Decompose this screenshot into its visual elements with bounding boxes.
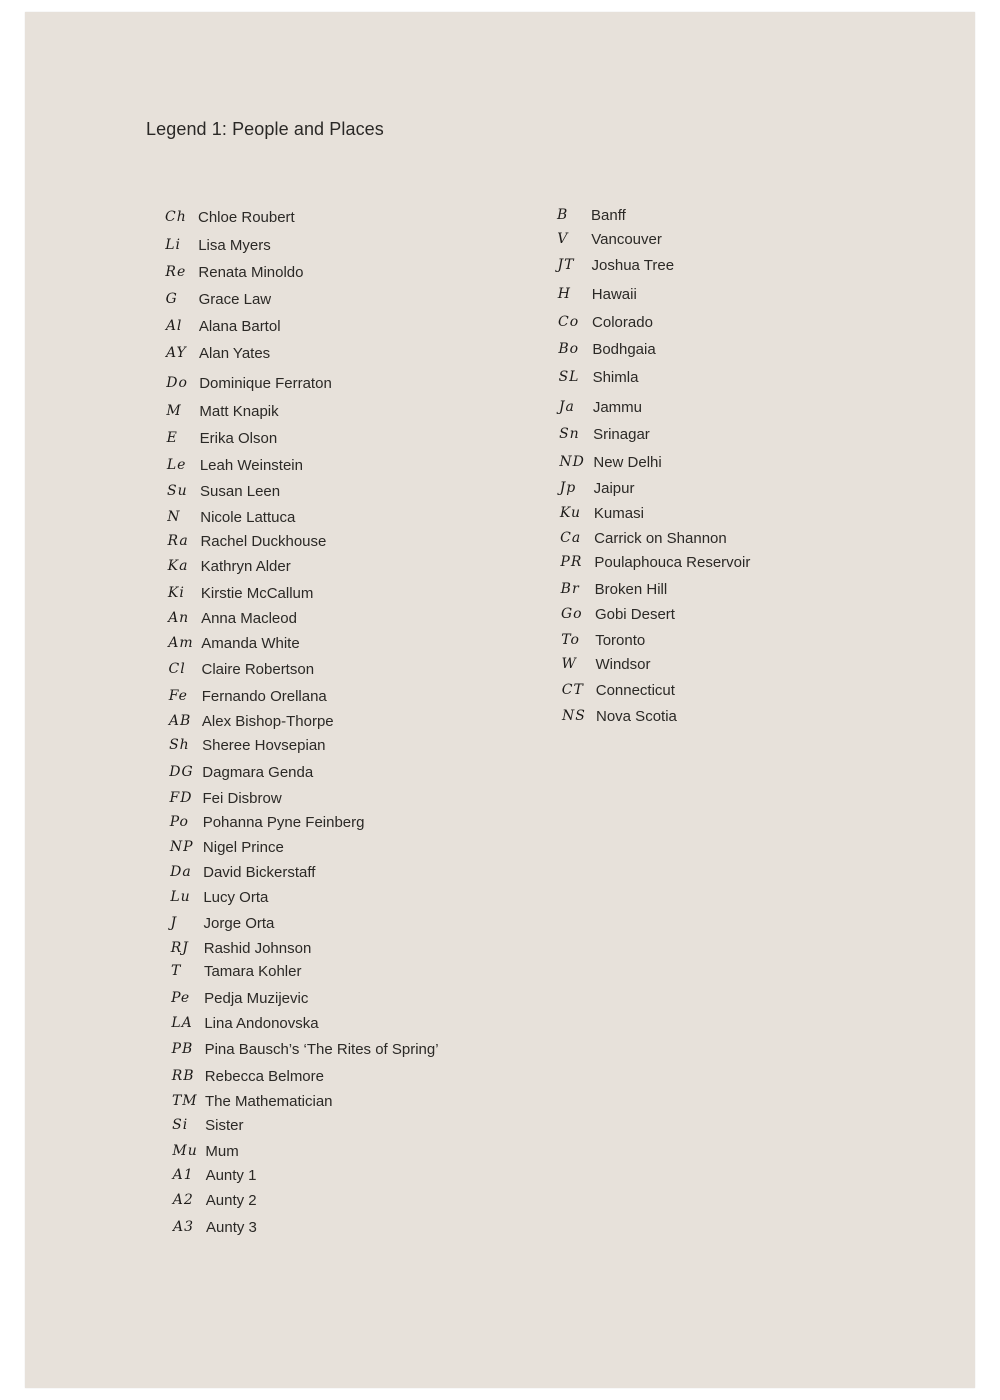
legend-code: H [557,286,571,302]
person-name: Sister [205,1117,244,1134]
person-name: Tamara Kohler [203,963,302,980]
person-name: Sheree Hovsepian [202,737,326,754]
person-name: Matt Knapik [199,403,279,420]
person-name: Aunty 3 [206,1219,257,1236]
legend-code: An [168,610,190,626]
legend-code: DG [169,764,194,780]
person-name: Aunty 2 [205,1192,257,1209]
legend-code: LA [171,1015,193,1031]
place-name: Jammu [592,399,643,416]
person-name: Pohanna Pyne Feinberg [202,814,365,831]
place-name: Vancouver [591,231,662,248]
person-name: Lucy Orta [203,889,269,906]
person-name: Lina Andonovska [204,1015,319,1032]
legend-code: Ku [559,505,582,521]
person-name: Alex Bishop-Thorpe [201,713,334,730]
person-name: Pina Bausch’s ‘The Rites of Spring’ [204,1041,439,1058]
legend-code: Su [167,483,188,499]
legend-code: AB [168,713,192,729]
person-name: Nigel Prince [202,839,284,856]
legend-code: E [166,430,178,446]
legend-code: B [557,207,569,223]
legend-code: Br [560,581,580,597]
person-name: Nicole Lattuca [200,509,296,526]
place-name: Shimla [592,369,639,386]
legend-code: G [165,291,178,307]
place-name: Poulaphouca Reservoir [594,554,751,571]
person-name: Kirstie McCallum [200,585,314,602]
legend-code: Po [169,814,189,830]
person-name: Grace Law [198,291,272,308]
legend-code: Am [168,635,194,651]
legend-code: Ca [560,530,582,546]
legend-code: V [557,231,569,247]
legend-code: W [561,656,577,672]
person-name: The Mathematician [204,1093,333,1110]
document-page [25,12,975,1388]
legend-code: J [170,915,178,931]
person-name: Fei Disbrow [202,790,282,807]
person-name: David Bickerstaff [203,864,316,881]
legend-code: AY [166,345,187,361]
legend-code: Si [172,1117,189,1133]
person-name: Chloe Roubert [198,209,295,226]
person-name: Kathryn Alder [200,558,291,575]
legend-code: RJ [170,940,189,956]
legend-code: Sh [169,737,190,753]
legend-code: A1 [172,1167,194,1183]
page-title: Legend 1: People and Places [146,119,384,139]
legend-code: Le [166,457,187,473]
legend-code: Cl [168,661,186,677]
place-name: Broken Hill [594,581,668,598]
place-name: Gobi Desert [594,606,675,623]
legend-code: PB [171,1041,194,1057]
person-name: Mum [205,1143,239,1160]
legend-code: Bo [558,341,580,357]
legend-code: NP [169,839,194,855]
person-name: Pedja Muzijevic [204,990,309,1007]
legend-code: Mu [172,1143,198,1159]
legend-code: Go [560,606,583,622]
legend-code: Li [165,237,181,253]
legend-code: Ra [167,533,189,549]
place-name: Joshua Tree [591,257,675,274]
place-name: Nova Scotia [596,708,677,725]
legend-code: T [170,963,182,979]
legend-code: PR [560,554,583,570]
place-name: Jaipur [593,480,635,497]
legend-code: FD [169,790,193,806]
legend-code: Pe [171,990,191,1006]
person-name: Amanda White [201,635,300,652]
place-name: Carrick on Shannon [594,530,727,547]
legend-code: ND [559,454,585,470]
person-name: Alan Yates [199,345,271,362]
person-name: Dagmara Genda [202,764,314,781]
person-name: Renata Minoldo [198,264,304,281]
person-name: Rashid Johnson [203,940,312,957]
legend-code: M [166,403,182,419]
legend-code: Ka [167,558,189,574]
legend-code: Ja [558,399,575,415]
legend-code: Lu [170,889,191,905]
legend-code: N [167,509,181,525]
legend-code: Do [166,375,188,391]
person-name: Rebecca Belmore [204,1068,324,1085]
legend-code: RB [171,1068,195,1084]
person-name: Rachel Duckhouse [200,533,327,550]
legend-code: A3 [173,1219,195,1235]
legend-code: SL [558,369,580,385]
place-name: Srinagar [593,426,650,443]
legend-code: Jp [559,480,577,496]
legend-code: Co [558,314,580,330]
legend-code: Fe [168,688,188,704]
person-name: Alana Bartol [198,318,281,335]
legend-code: Sn [559,426,580,442]
place-name: Toronto [595,632,646,649]
legend-code: Ki [167,585,185,601]
legend-code: To [561,632,580,648]
place-name: Kumasi [593,505,644,522]
legend-code: TM [171,1093,198,1109]
person-name: Susan Leen [200,483,281,500]
person-name: Aunty 1 [205,1167,257,1184]
legend-code: NS [562,708,586,724]
place-name: Windsor [595,656,651,673]
legend-code: JT [557,257,575,273]
place-name: New Delhi [593,454,662,471]
person-name: Erika Olson [199,430,278,447]
person-name: Leah Weinstein [199,457,303,474]
place-name: Hawaii [591,286,637,303]
place-name: Banff [591,207,626,224]
place-name: Colorado [592,314,653,331]
place-name: Connecticut [595,682,675,699]
legend-code: A2 [172,1192,194,1208]
person-name: Dominique Ferraton [199,375,332,392]
person-name: Anna Macleod [201,610,297,627]
legend-code: CT [561,682,584,698]
person-name: Fernando Orellana [201,688,327,705]
person-name: Jorge Orta [203,915,275,932]
person-name: Claire Robertson [201,661,315,678]
legend-code: Re [165,264,187,280]
place-name: Bodhgaia [592,341,656,358]
legend-code: Ch [165,209,187,225]
legend-code: Da [170,864,192,880]
legend-code: Al [165,318,183,334]
person-name: Lisa Myers [198,237,271,254]
